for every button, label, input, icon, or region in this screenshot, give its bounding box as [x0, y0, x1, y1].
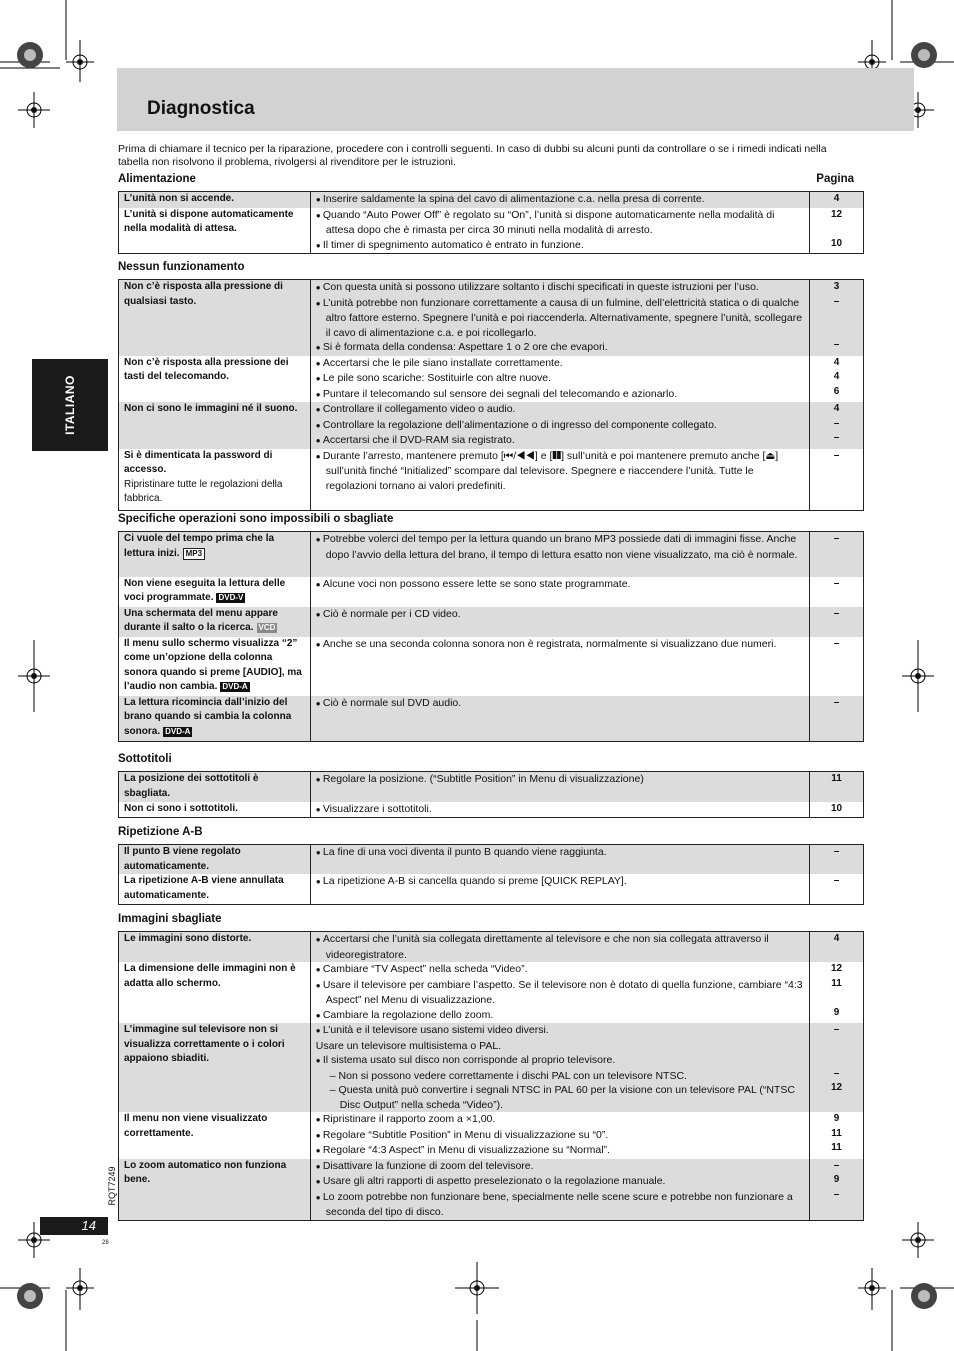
- dash-icon: –: [329, 1084, 339, 1096]
- page-ref: –: [833, 846, 840, 857]
- remedy-text: Puntare il telecomando sul sensore dei segnali del telecomando e azionarlo.: [322, 387, 678, 400]
- page-ref: 9: [833, 1113, 840, 1124]
- page-number: 14: [81, 1218, 96, 1233]
- page-ref-cell: [810, 932, 864, 963]
- problem-cell: [119, 192, 311, 208]
- problem-cell: [119, 208, 311, 254]
- remedy-item: [316, 340, 804, 356]
- remedy-item: [316, 1069, 804, 1084]
- remedy-item: [316, 449, 804, 494]
- problem-text: Non c’è risposta alla pressione di qualsiasi tasto.: [124, 281, 283, 307]
- remedy-item: [316, 238, 804, 254]
- remedy-text: Il timer di spegnimento automatico è entrato in funzione.: [322, 238, 584, 251]
- page-ref-cell: [810, 962, 864, 1023]
- problem-text: La lettura ricomincia dall’inizio del brano quando si cambia la colonna sonora.: [124, 696, 292, 737]
- problem-cell: [119, 845, 311, 875]
- page-ref-cell: [810, 402, 864, 449]
- problem-cell: [119, 932, 311, 963]
- page-ref: –: [833, 607, 840, 619]
- page-ref: 4: [833, 356, 840, 368]
- bullet-icon: ●: [315, 804, 323, 814]
- page-ref-cell: [810, 874, 864, 904]
- table-row: [119, 637, 864, 696]
- small-page-number: 28: [102, 1240, 109, 1246]
- remedy-text: Non si possono vedere correttamente i dischi PAL con un televisore NTSC.: [338, 1069, 687, 1082]
- problem-cell: [119, 607, 311, 637]
- problem-note: Ripristinare tutte le regolazioni della fabbrica.: [124, 478, 283, 504]
- problem-cell: [119, 449, 311, 511]
- page-ref-cell: [810, 607, 864, 637]
- problem-text: Lo zoom automatico non funziona bene.: [124, 1159, 287, 1185]
- page-ref: 11: [831, 1127, 842, 1139]
- remedy-cell: [310, 208, 809, 254]
- remedy-item: [316, 1174, 804, 1190]
- disc-type-badge: MP3: [183, 548, 205, 560]
- bullet-icon: ●: [315, 195, 323, 204]
- page-ref: –: [833, 1024, 840, 1035]
- section-4: [118, 826, 864, 905]
- table-row: [119, 874, 864, 904]
- problem-cell: [119, 280, 311, 356]
- page-ref: –: [833, 1159, 840, 1171]
- remedy-text: Accertarsi che il DVD-RAM sia registrato.: [322, 434, 515, 446]
- remedy-text: Usare gli altri rapporti di aspetto preselezionato o la regolazione manuale.: [322, 1175, 666, 1187]
- page-ref-cell: [810, 356, 864, 403]
- problem-text: L’immagine sul televisore non si visualizza correttamente o i colori appaiono sbiaditi.: [124, 1024, 285, 1064]
- remedy-text: Le pile sono scariche: Sostituirle con altre nuove.: [322, 372, 552, 384]
- table-row: [119, 356, 864, 403]
- section-heading: [118, 913, 864, 928]
- remedy-text: Usare un televisore multisistema o PAL.: [315, 1039, 502, 1052]
- bullet-icon: ●: [315, 1130, 323, 1140]
- remedy-item: [316, 696, 804, 712]
- page-ref-cell: [810, 696, 864, 742]
- page-ref: 4: [833, 403, 840, 414]
- remedy-item: [316, 1112, 804, 1128]
- page-ref-cell: [810, 577, 864, 607]
- bullet-icon: ●: [315, 535, 323, 544]
- bullet-icon: ●: [315, 405, 323, 414]
- language-tab: [32, 359, 108, 451]
- page-ref: 4: [833, 371, 840, 382]
- table-row: [119, 696, 864, 742]
- table-row: [119, 532, 864, 577]
- problem-text: La ripetizione A-B viene annullata automaticamente.: [124, 875, 284, 901]
- bullet-icon: ●: [315, 1161, 323, 1171]
- bullet-icon: ●: [315, 639, 323, 649]
- intro-paragraph: Prima di chiamare il tecnico per la riparazione, procedere con i controlli seguenti. In caso di dubbi su alcuni punti da controllare o se i rimedi indicati nella tabella non risolvono il problema, rivolgersi al rivenditore per le istruzioni.: [118, 143, 827, 168]
- remedy-text: Regolare la posizione. (“Subtitle Position” in Menu di visualizzazione): [322, 773, 644, 785]
- table-row: [119, 192, 864, 208]
- remedy-cell: [310, 932, 809, 963]
- page-column-label: Pagina: [816, 173, 854, 185]
- remedy-cell: [310, 577, 809, 607]
- page-ref: 12: [830, 1082, 843, 1093]
- bullet-icon: ●: [315, 358, 323, 368]
- diagnostics-table: [118, 771, 864, 818]
- remedy-text: Cambiare la regolazione dello zoom.: [322, 1008, 494, 1021]
- page-ref: 9: [833, 1174, 840, 1185]
- remedy-item: [316, 1040, 501, 1052]
- section-1: [118, 261, 864, 511]
- page-ref-cell: [810, 802, 864, 818]
- section-heading-text: Sottotitoli: [118, 753, 172, 765]
- bullet-icon: ●: [315, 1177, 323, 1186]
- problem-cell: [119, 1112, 311, 1159]
- problem-cell: [119, 1023, 311, 1112]
- remedy-item: [316, 532, 804, 562]
- disc-type-badge: VCD: [258, 623, 276, 632]
- problem-text: Una schermata del menu appare durante il salto o la ricerca.: [124, 607, 278, 633]
- remedy-text: Usare il televisore per cambiare l’aspetto. Se il televisore non è dotato di quella funzione, cambiare “4:3 Aspect” nel Menu di visualizzazione.: [322, 978, 803, 1006]
- remedy-item: [316, 192, 804, 208]
- remedy-cell: [310, 874, 809, 904]
- remedy-item: [316, 845, 804, 861]
- disc-type-badge: DVD-A: [165, 726, 191, 736]
- remedy-item: [316, 802, 804, 818]
- problem-cell: [119, 874, 311, 904]
- page-ref: –: [833, 1067, 840, 1079]
- remedy-item: [316, 1023, 804, 1039]
- remedy-text: Regolare “4:3 Aspect” in Menu di visualizzazione su “Normal”.: [322, 1144, 610, 1156]
- title-band: [117, 68, 914, 131]
- bullet-icon: ●: [315, 980, 323, 990]
- remedy-cell: [310, 402, 809, 449]
- remedy-item: [316, 978, 804, 1008]
- page-ref: 4: [833, 193, 840, 204]
- page-ref-cell: [810, 532, 864, 577]
- section-2: [118, 513, 864, 742]
- page-title: Diagnostica: [147, 98, 255, 119]
- bullet-icon: ●: [315, 343, 323, 352]
- table-row: [119, 577, 864, 607]
- problem-cell: [119, 532, 311, 577]
- page-number-box: [40, 1217, 108, 1235]
- problem-text: Ci vuole del tempo prima che la lettura inizi.: [124, 533, 275, 559]
- problem-text: La dimensione delle immagini non è adatta allo schermo.: [124, 963, 296, 989]
- table-row: [119, 1023, 864, 1112]
- remedy-cell: [310, 356, 809, 403]
- page-ref: 12: [830, 963, 843, 974]
- disc-type-badge: DVD-A: [222, 682, 248, 691]
- table-row: [119, 607, 864, 637]
- bullet-icon: ●: [315, 609, 323, 619]
- problem-text: La posizione dei sottotitoli è sbagliata.: [124, 773, 259, 799]
- page-ref: –: [833, 1188, 840, 1200]
- remedy-text: Accertarsi che le pile siano installate correttamente.: [322, 356, 563, 369]
- bullet-icon: ●: [315, 775, 323, 784]
- remedy-item: [316, 1128, 804, 1144]
- section-0: [118, 173, 864, 254]
- diagnostics-table: [118, 931, 864, 1221]
- problem-text: Il punto B viene regolato automaticamente.: [124, 846, 241, 872]
- remedy-cell: [310, 637, 809, 696]
- problem-cell: [119, 696, 311, 742]
- page-ref-cell: [810, 1023, 864, 1112]
- remedy-text: Controllare il collegamento video o audio.: [322, 403, 516, 415]
- bullet-icon: ●: [315, 451, 323, 461]
- bullet-icon: ●: [315, 698, 323, 708]
- remedy-item: [316, 402, 804, 418]
- remedy-text: Con questa unità si possono utilizzare soltanto i dischi specificati in queste istruzioni per l’uso.: [322, 281, 759, 293]
- problem-cell: [119, 962, 311, 1023]
- page-ref: 3: [833, 281, 840, 292]
- remedy-cell: [310, 607, 809, 637]
- table-row: [119, 280, 864, 356]
- problem-cell: [119, 402, 311, 449]
- table-row: [119, 449, 864, 511]
- problem-cell: [119, 637, 311, 696]
- section-heading: [118, 173, 864, 188]
- diagnostics-table: [118, 279, 864, 511]
- problem-text: Le immagini sono distorte.: [124, 933, 252, 944]
- remedy-text: Inserire saldamente la spina del cavo di alimentazione c.a. nella presa di corrente.: [322, 193, 705, 205]
- table-row: [119, 208, 864, 254]
- table-row: [119, 1159, 864, 1221]
- remedy-text: La ripetizione A-B si cancella quando si preme [QUICK REPLAY].: [322, 875, 627, 887]
- bullet-icon: ●: [315, 298, 323, 308]
- remedy-text: La fine di una voci diventa il punto B quando viene raggiunta.: [322, 846, 607, 858]
- remedy-item: [316, 280, 804, 296]
- bullet-icon: ●: [315, 389, 323, 399]
- section-heading: [118, 261, 864, 276]
- page-ref: 11: [831, 1142, 842, 1153]
- problem-text: Non ci sono le immagini né il suono.: [124, 403, 298, 414]
- remedy-cell: [310, 802, 809, 818]
- remedy-item: [316, 577, 804, 593]
- bullet-icon: ●: [315, 1026, 323, 1035]
- language-tab-label: ITALIANO: [63, 375, 77, 435]
- page-ref: –: [833, 875, 840, 886]
- remedy-cell: [310, 1023, 809, 1112]
- diagnostics-table: [118, 191, 864, 254]
- page-ref-cell: [810, 772, 864, 802]
- page-ref: 6: [833, 385, 840, 397]
- table-row: [119, 402, 864, 449]
- problem-text: Non c’è risposta alla pressione dei tasti del telecomando.: [124, 356, 289, 382]
- remedy-item: [316, 1053, 804, 1069]
- remedy-cell: [310, 696, 809, 742]
- diagnostics-table: [118, 844, 864, 905]
- table-row: [119, 845, 864, 875]
- remedy-text: Cambiare “TV Aspect” nella scheda “Video”.: [322, 963, 528, 975]
- remedy-text: Visualizzare i sottotitoli.: [322, 802, 432, 815]
- bullet-icon: ●: [315, 1146, 323, 1155]
- dash-icon: –: [329, 1069, 339, 1082]
- table-row: [119, 932, 864, 963]
- remedy-item: [316, 418, 804, 434]
- section-3: [118, 753, 864, 818]
- table-row: [119, 802, 864, 818]
- remedy-cell: [310, 845, 809, 875]
- section-heading-text: Specifiche operazioni sono impossibili o sbagliate: [118, 513, 394, 525]
- remedy-text: Durante l’arresto, mantenere premuto [⏮/◀◀] e [❚❚] sull’unità e poi mantenere premuto anche [⏏] sull’unità finché “Initialized” scompare dal televisore. Spegnere e riaccendere l’unità. Tutte le regolazioni tornano ai valori predefiniti.: [322, 449, 779, 492]
- document-code: RQT7249: [107, 1166, 117, 1206]
- page-ref-cell: [810, 192, 864, 208]
- page-ref: 12: [830, 208, 843, 220]
- remedy-text: Ciò è normale per i CD video.: [322, 607, 461, 620]
- bullet-icon: ●: [315, 579, 323, 589]
- problem-text: L’unità si dispone automaticamente nella modalità di attesa.: [124, 208, 294, 234]
- problem-text: L’unità non si accende.: [124, 193, 235, 204]
- bullet-icon: ●: [315, 283, 323, 292]
- bullet-icon: ●: [315, 374, 323, 383]
- remedy-cell: [310, 1159, 809, 1221]
- section-heading: [118, 753, 864, 768]
- section-heading: [118, 826, 864, 841]
- page-ref: –: [833, 417, 840, 429]
- page-ref: 10: [830, 802, 843, 814]
- section-5: [118, 913, 864, 1221]
- problem-text: Il menu non viene visualizzato correttamente.: [124, 1113, 268, 1139]
- remedy-cell: [310, 280, 809, 356]
- table-row: [119, 1112, 864, 1159]
- page-ref: –: [833, 295, 840, 307]
- remedy-cell: [310, 192, 809, 208]
- remedy-item: [316, 1159, 804, 1175]
- remedy-text: Alcune voci non possono essere lette se sono state programmate.: [322, 577, 631, 590]
- bullet-icon: ●: [315, 877, 323, 886]
- page-ref: –: [833, 696, 840, 708]
- remedy-item: [316, 208, 804, 238]
- bullet-icon: ●: [315, 848, 323, 857]
- remedy-text: Regolare “Subtitle Position” in Menu di visualizzazione su “0”.: [322, 1128, 609, 1141]
- remedy-cell: [310, 532, 809, 577]
- bullet-icon: ●: [315, 436, 323, 445]
- page-ref: 11: [831, 773, 842, 784]
- section-heading-text: Alimentazione: [118, 173, 196, 185]
- problem-cell: [119, 772, 311, 802]
- remedy-cell: [310, 449, 809, 511]
- page-ref-cell: [810, 1112, 864, 1159]
- page-ref: 4: [833, 933, 840, 944]
- remedy-text: Anche se una seconda colonna sonora non è registrata, normalmente si visualizzano due numeri.: [322, 637, 777, 650]
- remedy-item: [316, 433, 804, 449]
- remedy-text: Questa unità può convertire i segnali NTSC in PAL 60 per la visione con un televisore PAL (“NTSC Disc Output” nella scheda “Video”).: [338, 1084, 795, 1111]
- remedy-cell: [310, 772, 809, 802]
- bullet-icon: ●: [315, 420, 323, 430]
- section-heading: [118, 513, 864, 528]
- disc-type-badge: DVD-V: [218, 593, 244, 602]
- problem-cell: [119, 356, 311, 403]
- remedy-cell: [310, 1112, 809, 1159]
- remedy-item: [316, 607, 804, 623]
- page-ref-cell: [810, 845, 864, 875]
- problem-text: Si è dimenticata la password di accesso.: [124, 449, 273, 475]
- diagnostics-table: [118, 531, 864, 742]
- remedy-item: [316, 932, 804, 962]
- section-heading-text: Immagini sbagliate: [118, 913, 222, 925]
- page-ref-cell: [810, 280, 864, 356]
- remedy-text: Lo zoom potrebbe non funzionare bene, specialmente nelle scene scure e potrebbe non funzionare a seconda del tipo di disco.: [322, 1190, 793, 1218]
- remedy-item: [316, 772, 804, 788]
- remedy-item: [316, 296, 804, 341]
- remedy-text: Il sistema usato sul disco non corrisponde al proprio televisore.: [322, 1054, 616, 1066]
- page-ref-cell: [810, 637, 864, 696]
- remedy-item: [316, 637, 804, 653]
- problem-cell: [119, 1159, 311, 1221]
- remedy-text: L’unità e il televisore usano sistemi video diversi.: [322, 1024, 549, 1036]
- problem-cell: [119, 802, 311, 818]
- table-row: [119, 962, 864, 1023]
- bullet-icon: ●: [315, 210, 323, 220]
- remedy-text: Quando “Auto Power Off” è regolato su “On”, l’unità si dispone automaticamente nella modalità di attesa dopo che è rimasta per circa 30 minuti nella modalità di arresto.: [322, 208, 775, 236]
- remedy-item: [316, 874, 804, 890]
- remedy-text: Potrebbe volerci del tempo per la lettura quando un brano MP3 possiede dati di immagini fisse. Anche dopo l’avvio della lettura del brano, il tempo di lettura esatto non viene visualizzato, ma ciò è normale.: [322, 533, 798, 561]
- bullet-icon: ●: [315, 1056, 323, 1065]
- remedy-text: Ciò è normale sul DVD audio.: [322, 696, 462, 709]
- page-ref: –: [833, 637, 840, 649]
- bullet-icon: ●: [315, 935, 323, 944]
- problem-text: Non ci sono i sottotitoli.: [124, 802, 238, 814]
- bullet-icon: ●: [315, 1010, 323, 1020]
- problem-cell: [119, 577, 311, 607]
- page-ref: 9: [833, 1006, 840, 1018]
- section-heading-text: Ripetizione A-B: [118, 826, 203, 838]
- remedy-cell: [310, 962, 809, 1023]
- page-ref: –: [833, 577, 840, 589]
- remedy-text: Si è formata della condensa: Aspettare 1 o 2 ore che evapori.: [322, 341, 608, 353]
- page-ref: 11: [831, 977, 842, 989]
- remedy-item: [316, 1008, 804, 1024]
- remedy-text: Disattivare la funzione di zoom del televisore.: [322, 1159, 534, 1172]
- page-ref: –: [833, 449, 840, 461]
- bullet-icon: ●: [315, 965, 323, 974]
- problem-text: Il menu sullo schermo visualizza “2” come un’opzione della colonna sonora quando si preme [AUDIO], ma l’audio non cambia.: [124, 637, 302, 692]
- problem-text: Non viene eseguita la lettura delle voci programmate.: [124, 577, 286, 603]
- remedy-item: [316, 1190, 804, 1220]
- remedy-item: [316, 1143, 804, 1159]
- page-ref: –: [833, 432, 840, 443]
- remedy-item: [316, 371, 804, 387]
- page-ref: –: [833, 533, 840, 544]
- page-ref-cell: [810, 1159, 864, 1221]
- page-ref: –: [833, 339, 840, 350]
- remedy-text: L’unità potrebbe non funzionare correttamente a causa di un fulmine, dell’elettricità statica o di qualche altro fattore esterno. Spegnere l’unità e poi riaccenderla. Alternativamente, spegnere l’unità, scollegare il cavo di alimentazione c.a. e poi ricollegarlo.: [322, 296, 803, 339]
- section-heading-text: Nessun funzionamento: [118, 261, 245, 273]
- bullet-icon: ●: [315, 240, 323, 250]
- table-row: [119, 772, 864, 802]
- remedy-text: Accertarsi che l’unità sia collegata direttamente al televisore e che non sia collegata attraverso il videoregistratore.: [322, 933, 769, 961]
- bullet-icon: ●: [315, 1192, 323, 1202]
- remedy-item: [316, 962, 804, 978]
- remedy-item: [316, 356, 804, 372]
- remedy-item: [316, 1083, 804, 1112]
- remedy-text: Controllare la regolazione dell’alimentazione o di ingresso del componente collegato.: [322, 418, 717, 431]
- page-ref-cell: [810, 449, 864, 511]
- remedy-text: Ripristinare il rapporto zoom a ×1,00.: [322, 1113, 496, 1125]
- remedy-item: [316, 387, 804, 403]
- page-ref-cell: [810, 208, 864, 254]
- bullet-icon: ●: [315, 1115, 323, 1124]
- page-ref: 10: [830, 237, 843, 249]
